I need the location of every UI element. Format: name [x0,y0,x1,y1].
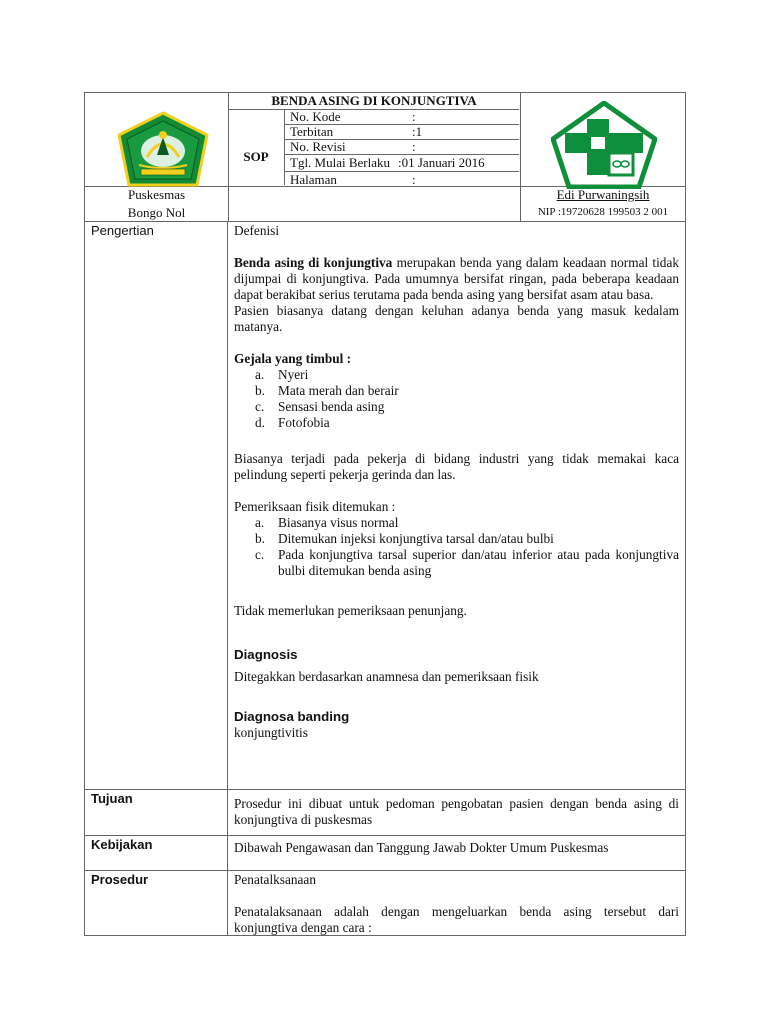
meta-label-tgl: Tgl. Mulai Berlaku [290,155,391,170]
gejala-heading: Gejala yang timbul : [234,351,352,366]
list-item: b. Ditemukan injeksi konjungtiva tarsal dan/atau bulbi [255,531,554,546]
meta-label-halaman: Halaman [290,172,337,187]
row-prosedur [85,870,685,935]
gejala-list [234,367,679,431]
fisik-heading: Pemeriksaan fisik ditemukan : [234,499,396,514]
defenisi-heading: Defenisi [234,223,280,238]
signer-name: Edi Purwaningsih [556,187,650,202]
meta-label-kode: No. Kode [290,109,341,124]
row-pengertian [85,222,685,789]
meta-value-kode: : [412,109,416,124]
meta-value-tgl: :01 Januari 2016 [398,155,485,170]
label-prosedur: Prosedur [85,871,228,935]
biasanya-paragraph: Biasanya terjadi pada pekerja di bidang industri yang tidak memakai kaca pelindung seperti pekerja gerinda dan las. [234,451,679,482]
diagnosis-text: Ditegakkan berdasarkan anamnesa dan pemeriksaan fisik [234,669,539,684]
sop-header [84,92,686,222]
org-name-line1: Puskesmas [127,187,186,202]
diagnosis-heading: Diagnosis [234,647,298,662]
list-item: d. Fotofobia [255,415,330,430]
row-tujuan [85,789,685,835]
meta-value-revisi: : [412,139,416,154]
pasien-paragraph: Pasien biasanya datang dengan keluhan adanya benda yang masuk kedalam matanya. [234,303,679,334]
list-item: b. Mata merah dan berair [255,383,399,398]
penunjang-paragraph: Tidak memerlukan pemeriksaan penunjang. [234,603,467,618]
prosedur-line1: Penatalksanaan [234,872,316,887]
list-item: a. Biasanya visus normal [255,515,399,530]
content-pengertian [228,222,685,789]
org-name-line2: Bongo Nol [127,205,186,220]
regional-emblem-logo [117,111,209,187]
list-item: c. Pada konjungtiva tarsal superior dan/atau inferior atau pada konjungtiva bulbi ditemukan benda asing [255,547,679,578]
definition-term: Benda asing di konjungtiva [234,255,393,270]
sop-label: SOP [243,149,269,164]
health-service-logo [551,101,657,189]
document-title: BENDA ASING DI KONJUNGTIVA [271,93,477,108]
prosedur-line2: Penatalaksanaan adalah dengan mengeluarkan benda asing tersebut dari konjungtiva dengan cara : [234,904,679,935]
meta-value-terbitan: :1 [412,124,423,139]
list-item: a. Nyeri [255,367,309,382]
sop-document [84,92,686,936]
sop-content-table [84,222,686,936]
row-kebijakan [85,835,685,870]
meta-label-revisi: No. Revisi [290,139,346,154]
content-prosedur [228,871,685,935]
content-tujuan: Prosedur ini dibuat untuk pedoman pengobatan pasien dengan benda asing di konjungtiva di puskesmas [234,796,679,827]
list-item: c. Sensasi benda asing [255,399,385,414]
label-tujuan: Tujuan [85,790,228,835]
definition-paragraph [234,255,679,303]
meta-label-terbitan: Terbitan [290,124,334,139]
label-pengertian: Pengertian [85,222,228,789]
fisik-list [234,515,679,579]
banding-heading: Diagnosa banding [234,709,350,724]
meta-value-halaman: : [412,172,416,187]
label-kebijakan: Kebijakan [85,836,228,870]
signer-nip: NIP :19720628 199503 2 001 [537,206,669,218]
definition-text: merupakan benda yang dalam keadaan normal tidak dijumpai di konjungtiva. Pada umumnya bersifat ringan, pada beberapa keadaan dapat berakibat serius terutama pada benda asing yang bersifat asam atau basa. [234,255,679,302]
content-kebijakan: Dibawah Pengawasan dan Tanggung Jawab Dokter Umum Puskesmas [234,840,609,855]
banding-text: konjungtivitis [234,725,308,740]
